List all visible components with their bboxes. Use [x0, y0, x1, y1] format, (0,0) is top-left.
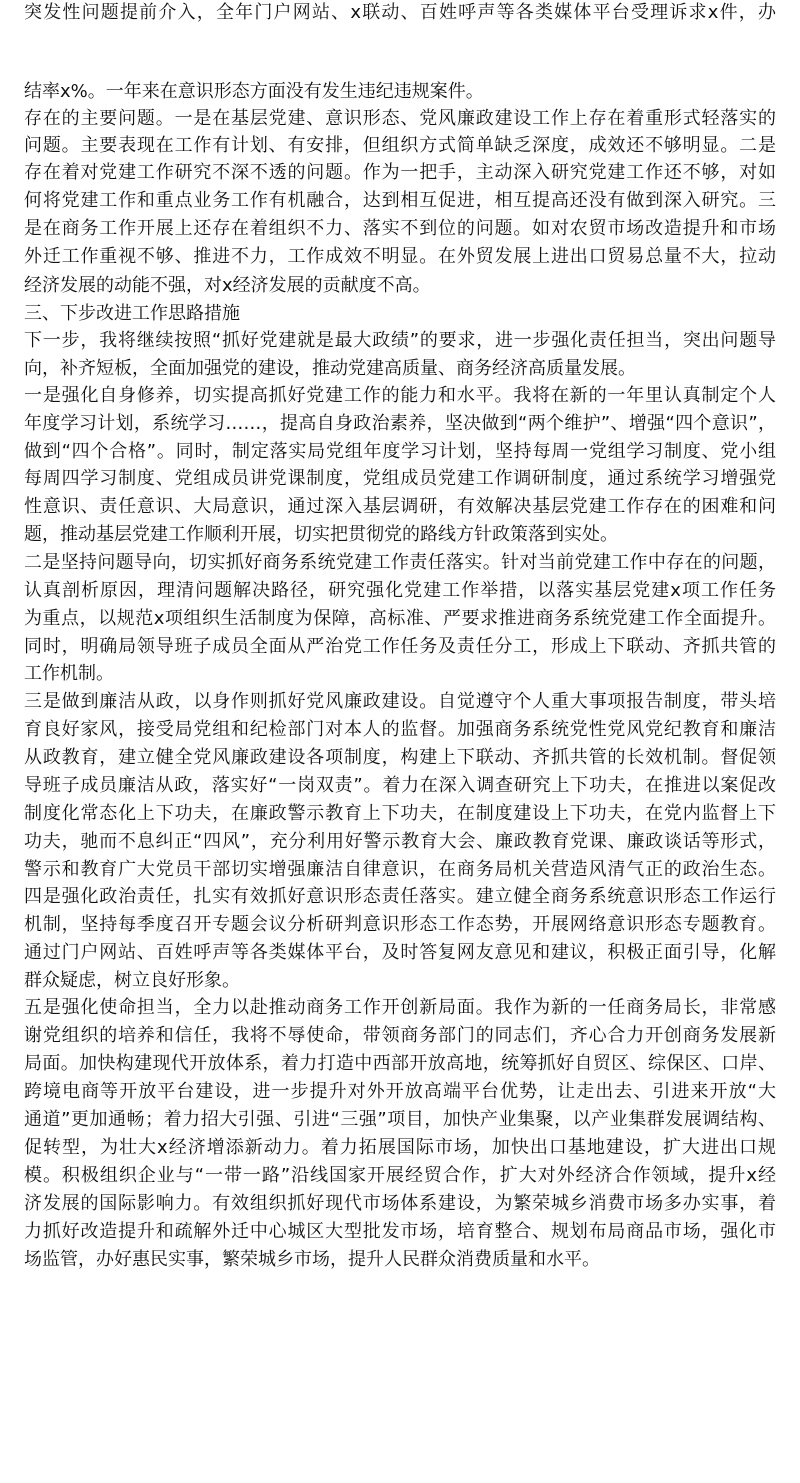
text-line: 为重点，以规范x项组织生活制度为保障，高标准、严要求推进商务系统党建工作全面提升。: [24, 608, 776, 629]
text-line: 下一步，我将继续按照“抓好党建就是最大政绩”的要求，进一步强化责任担当，突出问题导: [24, 330, 776, 351]
text-line: 向，补齐短板，全面加强党的建设，推动党建高质量、商务经济高质量发展。: [24, 358, 636, 379]
text-line: 性意识、责任意识、大局意识，通过深入基层调研，有效解决基层党建工作存在的困难和问: [24, 496, 776, 517]
text-line: 每周四学习制度、党组成员讲党课制度，党组成员党建工作调研制度，通过系统学习增强党: [24, 468, 776, 489]
text-line: 群众疑虑，树立良好形象。: [24, 970, 240, 991]
text-line: 存在着对党建工作研究不深不透的问题。作为一把手，主动深入研究党建工作还不够，对如: [24, 162, 776, 183]
text-line: 一是强化自身修养，切实提高抓好党建工作的能力和水平。我将在新的一年里认真制定个人: [24, 385, 776, 406]
text-line: 通道”更加通畅；着力招大引强、引进“三强”项目，加快产业集聚，以产业集群发展调结构、: [24, 1109, 776, 1130]
text-line: 促转型，为壮大x经济增添新动力。着力拓展国际市场，加快出口基地建设，扩大进出口规: [24, 1137, 776, 1158]
text-line: 突发性问题提前介入，全年门户网站、x联动、百姓呼声等各类媒体平台受理诉求x件，办: [24, 2, 776, 23]
text-line: 三是做到廉洁从政，以身作则抓好党风廉政建设。自觉遵守个人重大事项报告制度，带头培: [24, 691, 776, 712]
text-line: 题，推动基层党建工作顺利开展，切实把贯彻党的路线方针政策落到实处。: [24, 524, 618, 545]
text-line: 警示和教育广大党员干部切实增强廉洁自律意识，在商务局机关营造风清气正的政治生态。: [24, 859, 776, 880]
text-line: 机制，坚持每季度召开专题会议分析研判意识形态工作态势，开展网络意识形态专题教育。: [24, 914, 776, 935]
text-line: 力抓好改造提升和疏解外迁中心城区大型批发市场，培育整合、规划布局商品市场，强化市: [24, 1221, 776, 1242]
text-line: 育良好家风，接受局党组和纪检部门对本人的监督。加强商务系统党性党风党纪教育和廉洁: [24, 719, 776, 740]
text-line: 模。积极组织企业与“一带一路”沿线国家开展经贸合作，扩大对外经济合作领域，提升x经: [24, 1165, 776, 1186]
text-line: 何将党建工作和重点业务工作有机融合，达到相互促进，相互提高还没有做到深入研究。三: [24, 190, 776, 211]
text-line: 经济发展的动能不强，对x经济发展的贡献度不高。: [24, 275, 431, 296]
text-line: 导班子成员廉洁从政，落实好“一岗双责”。着力在深入调查研究上下功夫，在推进以案促改: [24, 775, 776, 796]
text-line: 存在的主要问题。一是在基层党建、意识形态、党风廉政建设工作上存在着重形式轻落实的: [24, 108, 776, 129]
text-line: 同时，明确局领导班子成员全面从严治党工作任务及责任分工，形成上下联动、齐抓共管的: [24, 636, 776, 657]
text-line: 工作机制。: [24, 663, 114, 684]
text-line: 做到“四个合格”。同时，制定落实局党组年度学习计划，坚持每周一党组学习制度、党小组: [24, 441, 776, 462]
text-line: 问题。主要表现在工作有计划、有安排，但组织方式简单缺乏深度，成效还不够明显。二是: [24, 135, 776, 156]
text-line: 四是强化政治责任，扎实有效抓好意识形态责任落实。建立健全商务系统意识形态工作运行: [24, 886, 776, 907]
text-line: 跨境电商等开放平台建设，进一步提升对外开放高端平台优势，让走出去、引进来开放“大: [24, 1081, 776, 1102]
text-line: 局面。加快构建现代开放体系，着力打造中西部开放高地，统筹抓好自贸区、综保区、口岸、: [24, 1053, 776, 1074]
text-line: 二是坚持问题导向，切实抓好商务系统党建工作责任落实。针对当前党建工作中存在的问题，: [24, 552, 776, 573]
text-line: 结率x%。一年来在意识形态方面没有发生违纪违规案件。: [24, 81, 484, 102]
text-line: 是在商务工作开展上还存在着组织不力、落实不到位的问题。如对农贸市场改造提升和市场: [24, 218, 776, 239]
text-line: 外迁工作重视不够、推进不力，工作成效不明显。在外贸发展上进出口贸易总量不大，拉动: [24, 246, 776, 267]
text-line: 从政教育，建立健全党风廉政建设各项制度，构建上下联动、齐抓共管的长效机制。督促领: [24, 747, 776, 768]
text-line: 谢党组织的培养和信任，我将不辱使命，带领商务部门的同志们，齐心合力开创商务发展新: [24, 1025, 776, 1046]
text-line: 功夫，驰而不息纠正“四风”，充分利用好警示教育大会、廉政教育党课、廉政谈话等形式，: [24, 831, 776, 852]
text-line: 通过门户网站、百姓呼声等各类媒体平台，及时答复网友意见和建议，积极正面引导，化解: [24, 942, 776, 963]
text-line: 五是强化使命担当，全力以赴推动商务工作开创新局面。我作为新的一任商务局长，非常感: [24, 997, 776, 1018]
text-line: 济发展的国际影响力。有效组织抓好现代市场体系建设，为繁荣城乡消费市场多办实事，着: [24, 1193, 776, 1214]
text-line: 制度化常态化上下功夫，在廉政警示教育上下功夫，在制度建设上下功夫，在党内监督上下: [24, 803, 776, 824]
text-line: 认真剖析原因，理清问题解决路径，研究强化党建工作举措，以落实基层党建x项工作任务: [24, 580, 776, 601]
text-line: 三、下步改进工作思路措施: [24, 303, 240, 324]
text-line: 年度学习计划，系统学习……，提高自身政治素养，坚决做到“两个维护”、增强“四个意识”，: [24, 413, 776, 434]
text-line: 场监管，办好惠民实事，繁荣城乡市场，提升人民群众消费质量和水平。: [24, 1249, 600, 1270]
